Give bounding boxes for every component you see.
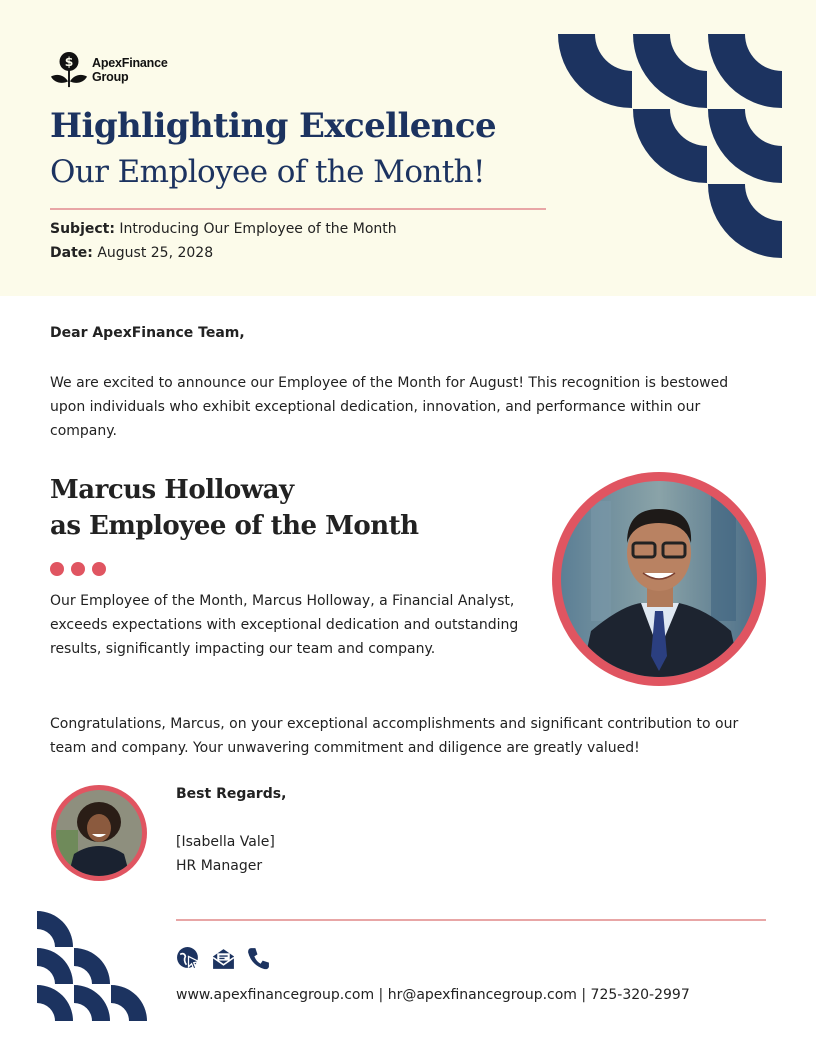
date-label: Date: <box>50 245 93 261</box>
signatory-name: [Isabella Vale] <box>176 834 275 850</box>
decorative-dots <box>50 562 106 576</box>
employee-title-line: as Employee of the Month <box>50 511 419 541</box>
employee-photo <box>552 472 766 686</box>
company-name-line1: ApexFinance <box>92 56 168 70</box>
dot-icon <box>50 562 64 576</box>
contact-icons <box>176 946 271 971</box>
company-name-line2: Group <box>92 70 129 84</box>
employee-description: Our Employee of the Month, Marcus Holloway, a Financial Analyst, exceeds expectations with exceptional dedication and outstanding results, significantly impacting our team and company. <box>50 593 519 657</box>
page-subtitle: Our Employee of the Month! <box>50 154 485 190</box>
dot-icon <box>92 562 106 576</box>
date-line <box>50 245 213 261</box>
date-value: August 25, 2028 <box>97 245 214 261</box>
signatory-portrait-image <box>56 790 142 876</box>
greeting: Dear ApexFinance Team, <box>50 325 245 341</box>
envelope-icon[interactable] <box>211 946 236 971</box>
decorative-arcs-bottom <box>37 911 147 1021</box>
subject-value: Introducing Our Employee of the Month <box>119 221 397 237</box>
contact-info: www.apexfinancegroup.com | hr@apexfinancegroup.com | 725-320-2997 <box>176 987 690 1003</box>
congratulations-paragraph: Congratulations, Marcus, on your exceptional accomplishments and significant contribution to our team and company. Your unwavering commitment and diligence are greatly valued! <box>50 716 739 756</box>
company-name <box>92 56 168 84</box>
subject-line <box>50 221 397 237</box>
subject-label: Subject: <box>50 221 115 237</box>
employee-name: Marcus Holloway <box>50 475 294 505</box>
dot-icon <box>71 562 85 576</box>
page-title: Highlighting Excellence <box>50 106 497 146</box>
title-divider <box>50 208 546 210</box>
footer-divider <box>176 919 766 921</box>
employee-heading <box>50 472 419 544</box>
phone-icon[interactable] <box>246 946 271 971</box>
globe-cursor-icon[interactable] <box>176 946 201 971</box>
signatory-photo <box>51 785 147 881</box>
company-logo <box>50 51 168 89</box>
dollar-plant-icon <box>50 51 88 89</box>
svg-text:$: $ <box>64 55 74 70</box>
signoff: Best Regards, <box>176 786 287 802</box>
signatory-role: HR Manager <box>176 858 263 874</box>
intro-paragraph: We are excited to announce our Employee of the Month for August! This recognition is bestowed upon individuals who exhibit exceptional dedication, innovation, and performance within our company. <box>50 375 729 439</box>
decorative-arcs-top <box>558 34 782 258</box>
employee-portrait-image <box>561 481 757 677</box>
